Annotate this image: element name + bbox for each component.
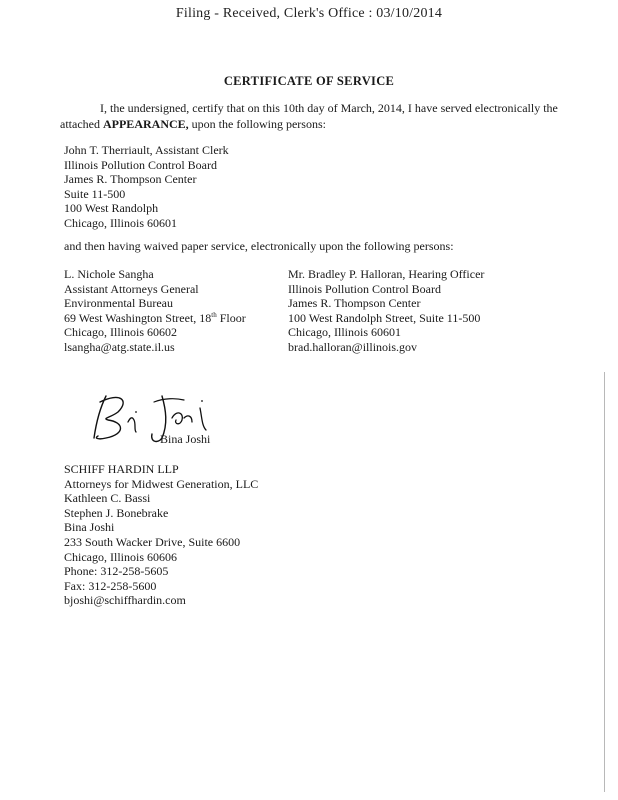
primary-recipient-line: John T. Therriault, Assistant Clerk [64,143,229,157]
left-recipient-street-end: Floor [216,310,246,325]
firm-line: Attorneys for Midwest Generation, LLC [64,476,259,491]
firm-line: Chicago, Illinois 60606 [64,549,177,564]
right-recipient-line: 100 West Randolph Street, Suite 11-500 [288,310,481,325]
left-recipient-street-sup: th [211,310,217,319]
intro-text-before: I, the undersigned, certify that on this 10th day of March, 2014, I have served electronically the attached [60,101,558,131]
primary-recipient-line: James R. Thompson Center [64,172,197,187]
filing-stamp: Filing - Received, Clerk's Office : 03/10/2014 [175,6,443,21]
left-recipient-street [64,311,246,326]
intro-paragraph [60,100,560,132]
primary-recipient-line: 100 West Randolph [64,201,159,216]
firm-line: Phone: 312-258-5605 [64,564,169,579]
signer-name: Bina Joshi [160,432,211,446]
scan-edge-line [604,372,605,792]
primary-recipient-block [64,143,229,231]
left-recipient-name: L. Nichole Sangha [64,267,154,281]
waiver-paragraph: and then having waived paper service, electronically upon the following persons: [64,239,454,253]
firm-signature-block [64,462,258,608]
left-recipient-email[interactable]: lsangha@atg.state.il.us [64,339,175,354]
left-recipient-street-text: 69 West Washington Street, 18 [64,310,212,325]
right-recipient-line: Chicago, Illinois 60601 [288,325,401,340]
firm-line: Fax: 312-258-5600 [64,578,157,593]
right-recipient-line: Illinois Pollution Control Board [288,281,442,296]
primary-recipient-line: Suite 11-500 [64,186,126,201]
intro-text-after: upon the following persons: [188,117,326,131]
left-recipient-city: Chicago, Illinois 60602 [64,325,177,340]
right-recipient-line: Mr. Bradley P. Halloran, Hearing Officer [288,267,485,281]
left-recipient-title: Assistant Attorneys General [64,281,199,296]
right-recipient-block [288,267,484,355]
left-recipient-dept: Environmental Bureau [64,296,173,311]
firm-line: Stephen J. Bonebrake [64,505,169,520]
document-title: CERTIFICATE OF SERVICE [223,74,395,88]
firm-line: Bina Joshi [64,520,115,535]
intro-emphasis: APPEARANCE, [102,117,189,131]
firm-email[interactable]: bjoshi@schiffhardin.com [64,593,186,608]
firm-line: 233 South Wacker Drive, Suite 6600 [64,534,241,549]
right-recipient-line: James R. Thompson Center [288,296,421,311]
handwritten-signature [84,388,234,448]
primary-recipient-line: Chicago, Illinois 60601 [64,215,177,230]
primary-recipient-line: Illinois Pollution Control Board [64,157,218,172]
firm-line: Kathleen C. Bassi [64,491,151,506]
right-recipient-email[interactable]: brad.halloran@illinois.gov [288,339,418,354]
left-recipient-block [64,267,246,355]
firm-line: SCHIFF HARDIN LLP [64,462,179,476]
